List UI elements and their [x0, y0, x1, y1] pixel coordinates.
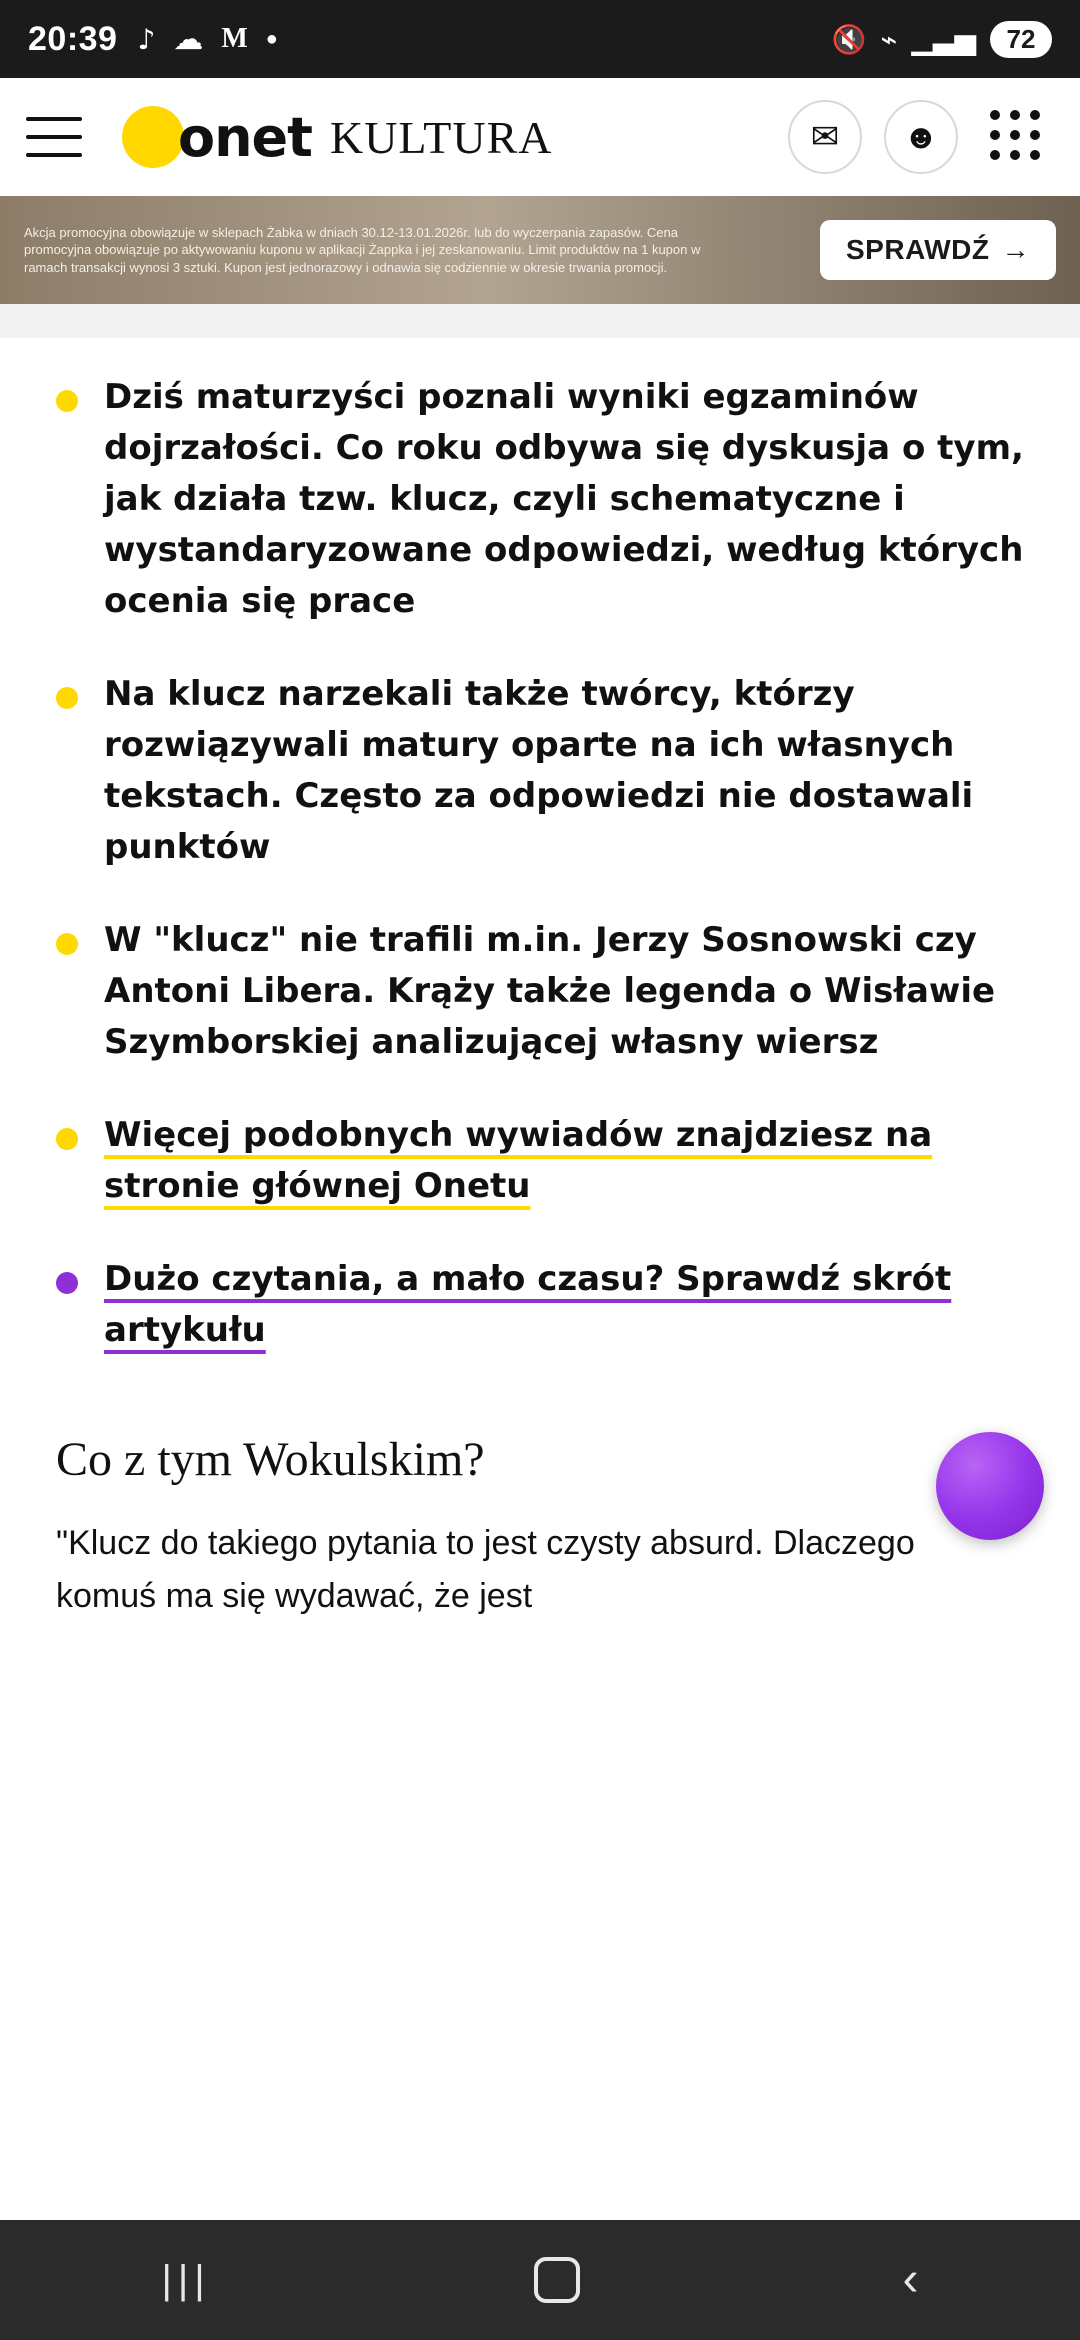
envelope-icon[interactable]: ✉ — [788, 100, 862, 174]
tiktok-icon: ♪ — [137, 22, 156, 56]
promo-spacer — [0, 304, 1080, 338]
promo-cta-button[interactable] — [820, 220, 1056, 280]
status-bar — [0, 0, 1080, 78]
list-item — [56, 669, 1024, 873]
home-button[interactable] — [534, 2257, 580, 2303]
assistant-bubble-icon[interactable] — [936, 1432, 1044, 1540]
site-header — [0, 78, 1080, 196]
cloud-icon: ☁ — [173, 22, 204, 56]
system-navigation-bar — [0, 2220, 1080, 2340]
homepage-link[interactable]: Więcej podobnych wywiadów znajdziesz na stronie głównej Onetu — [104, 1115, 933, 1206]
hamburger-menu-icon[interactable] — [26, 117, 82, 157]
mute-icon: 🔇 — [831, 23, 867, 55]
brand-name: onet — [178, 105, 312, 169]
list-item — [56, 372, 1024, 627]
bullet-dot-icon — [56, 390, 78, 412]
header-actions — [788, 100, 1054, 174]
section-heading: Co z tym Wokulskim? — [56, 1433, 485, 1486]
status-notification-icons — [137, 22, 277, 57]
user-icon[interactable]: ☻ — [884, 100, 958, 174]
arrow-right-icon: → — [1001, 234, 1030, 265]
article-summary-link[interactable]: Dużo czytania, a mało czasu? Sprawdź skrót artykułu — [104, 1259, 952, 1350]
grid-apps-icon[interactable] — [980, 100, 1054, 174]
promo-legal-text: Akcja promocyjna obowiązuje w sklepach Żabka w dniach 30.12-13.01.2026r. lub do wyczerpania zapasów. Cena promocyjna obowiązuje po aktywowaniu kuponu w aplikacji Żappka i jej zeskanowaniu. Limit produktów na 1 kupon w ramach transakcji wynosi 3 sztuki. Kupon jest jednorazowy i odnawia się codziennie w okresie trwania promocji. — [24, 224, 701, 275]
article-section — [0, 1398, 1080, 1622]
promo-banner[interactable] — [0, 196, 1080, 304]
status-time: 20:39 — [28, 19, 118, 58]
status-system-icons — [832, 21, 1052, 58]
list-item — [56, 915, 1024, 1068]
bullet-dot-icon — [56, 687, 78, 709]
onet-dot-icon — [122, 106, 184, 168]
promo-cta-label: SPRAWDŹ — [846, 234, 990, 265]
section-paragraph: "Klucz do takiego pytania to jest czysty absurd. Dlaczego komuś ma się wydawać, że jest — [56, 1524, 915, 1615]
gmail-icon: M — [221, 23, 248, 54]
bullet-text: W "klucz" nie trafili m.in. Jerzy Sosnowski czy Antoni Libera. Krąży także legenda o Wisławie Szymborskiej analizującej własny wiersz — [104, 920, 996, 1062]
back-button[interactable]: ‹ — [902, 2253, 919, 2306]
bullet-dot-icon — [56, 1272, 78, 1294]
wifi-icon: ⌁ — [880, 23, 898, 55]
bullet-text: Dziś maturzyści poznali wyniki egzaminów dojrzałości. Co roku odbywa się dyskusja o tym, jak działa tzw. klucz, czyli schematyczne i wystandaryzowane odpowiedzi, według których ocenia się prace — [104, 377, 1024, 621]
article-summary-list — [0, 338, 1080, 1356]
battery-indicator: 72 — [990, 21, 1052, 58]
recents-button[interactable]: ||| — [161, 2257, 211, 2302]
dot-icon: ● — [265, 27, 278, 50]
bullet-text: Na klucz narzekali także twórcy, którzy rozwiązywali matury oparte na ich własnych tekstach. Często za odpowiedzi nie dostawali punktów — [104, 674, 974, 867]
brand-section: KULTURA — [329, 111, 553, 163]
list-item-link[interactable] — [56, 1110, 1024, 1212]
signal-icon: ▁▃▅ — [911, 23, 976, 55]
bullet-dot-icon — [56, 1128, 78, 1150]
bullet-dot-icon — [56, 933, 78, 955]
site-logo[interactable] — [122, 106, 553, 169]
list-item-link[interactable] — [56, 1254, 1024, 1356]
